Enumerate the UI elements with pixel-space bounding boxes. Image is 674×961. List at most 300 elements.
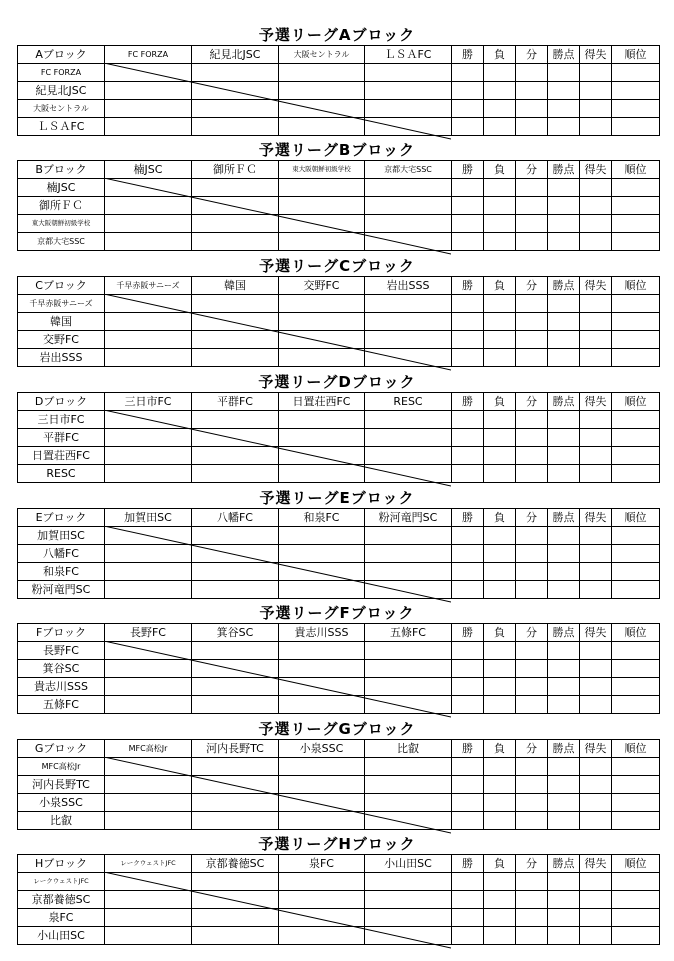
stat-cell [516, 812, 548, 830]
opponent-header: 長野FC [105, 624, 192, 642]
block-label: Bブロック [18, 161, 105, 179]
result-cell [105, 447, 192, 465]
block-e [0, 488, 674, 606]
league-table [17, 276, 660, 367]
block-label: Fブロック [18, 624, 105, 642]
opponent-header: 平群FC [192, 393, 279, 411]
team-name: 五條FC [18, 696, 105, 714]
result-cell [365, 349, 452, 367]
result-cell [105, 465, 192, 483]
stat-cell [548, 215, 580, 233]
stat-cell [452, 660, 484, 678]
stat-cell [516, 82, 548, 100]
stat-cell [548, 331, 580, 349]
stat-cell [548, 349, 580, 367]
result-cell [279, 696, 365, 714]
stat-cell [484, 527, 516, 545]
stat-cell [516, 794, 548, 812]
stat-cell [612, 295, 660, 313]
stat-cell [516, 215, 548, 233]
stat-header: 順位 [612, 740, 660, 758]
stat-cell [612, 776, 660, 794]
league-table [17, 508, 660, 599]
result-cell [192, 64, 279, 82]
stat-header: 勝 [452, 46, 484, 64]
stat-cell [484, 411, 516, 429]
stat-cell [548, 678, 580, 696]
opponent-header: 小山田SC [365, 855, 452, 873]
stat-cell [452, 313, 484, 331]
block-d [0, 372, 674, 490]
result-cell [105, 64, 192, 82]
block-label: Aブロック [18, 46, 105, 64]
stat-cell [612, 100, 660, 118]
opponent-header: 千早赤阪サニーズ [105, 277, 192, 295]
team-name: 千早赤阪サニーズ [18, 295, 105, 313]
stat-cell [484, 118, 516, 136]
stat-cell [548, 581, 580, 599]
result-cell [279, 873, 365, 891]
team-row [18, 545, 660, 563]
stat-cell [516, 581, 548, 599]
stat-header: 勝 [452, 161, 484, 179]
stat-header: 分 [516, 740, 548, 758]
team-row [18, 758, 660, 776]
league-table [17, 854, 660, 945]
stat-cell [516, 758, 548, 776]
stat-cell [484, 233, 516, 251]
stat-cell [580, 100, 612, 118]
stat-cell [612, 429, 660, 447]
stat-header: 負 [484, 393, 516, 411]
team-name: 八幡FC [18, 545, 105, 563]
stat-cell [548, 758, 580, 776]
result-cell [365, 429, 452, 447]
block-f [0, 603, 674, 721]
stat-cell [452, 295, 484, 313]
team-name: 泉FC [18, 909, 105, 927]
result-cell [279, 660, 365, 678]
result-cell [365, 581, 452, 599]
team-row [18, 411, 660, 429]
team-name: ＬＳＡFC [18, 118, 105, 136]
stat-cell [580, 776, 612, 794]
stat-cell [580, 64, 612, 82]
stat-cell [612, 660, 660, 678]
stat-header: 順位 [612, 393, 660, 411]
stat-cell [580, 313, 612, 331]
stat-cell [452, 82, 484, 100]
team-row [18, 660, 660, 678]
result-cell [192, 812, 279, 830]
stat-cell [452, 349, 484, 367]
result-cell [365, 313, 452, 331]
league-table [17, 739, 660, 830]
result-cell [365, 411, 452, 429]
stat-cell [580, 678, 612, 696]
result-cell [279, 642, 365, 660]
result-cell [192, 527, 279, 545]
result-cell [365, 118, 452, 136]
stat-cell [548, 118, 580, 136]
result-cell [105, 233, 192, 251]
header-row [18, 509, 660, 527]
stat-cell [612, 64, 660, 82]
opponent-header: 三日市FC [105, 393, 192, 411]
result-cell [365, 215, 452, 233]
league-table [17, 623, 660, 714]
stat-cell [612, 233, 660, 251]
stat-cell [516, 100, 548, 118]
block-label: Cブロック [18, 277, 105, 295]
team-row [18, 118, 660, 136]
result-cell [365, 82, 452, 100]
result-cell [365, 794, 452, 812]
result-cell [192, 581, 279, 599]
stat-header: 負 [484, 855, 516, 873]
stat-cell [580, 349, 612, 367]
result-cell [192, 118, 279, 136]
stat-cell [548, 100, 580, 118]
stat-cell [612, 215, 660, 233]
stat-header: 得失 [580, 46, 612, 64]
stat-cell [580, 527, 612, 545]
header-row [18, 46, 660, 64]
opponent-header: 紀見北JSC [192, 46, 279, 64]
result-cell [279, 118, 365, 136]
stat-cell [484, 64, 516, 82]
team-row [18, 927, 660, 945]
stat-cell [452, 891, 484, 909]
stat-cell [548, 179, 580, 197]
block-g [0, 719, 674, 837]
stat-cell [548, 82, 580, 100]
opponent-header: 京都養徳SC [192, 855, 279, 873]
stat-cell [548, 295, 580, 313]
result-cell [365, 527, 452, 545]
stat-cell [612, 873, 660, 891]
stat-header: 勝 [452, 624, 484, 642]
result-cell [192, 758, 279, 776]
stat-cell [516, 447, 548, 465]
result-cell [279, 233, 365, 251]
team-name: 東大阪朝鮮初級学校 [18, 215, 105, 233]
result-cell [192, 794, 279, 812]
stat-cell [452, 678, 484, 696]
block-c [0, 256, 674, 374]
result-cell [192, 465, 279, 483]
result-cell [365, 696, 452, 714]
stat-cell [612, 563, 660, 581]
result-cell [105, 812, 192, 830]
opponent-header: ＬＳＡFC [365, 46, 452, 64]
team-name: RESC [18, 465, 105, 483]
stat-cell [484, 447, 516, 465]
result-cell [192, 927, 279, 945]
stat-header: 得失 [580, 855, 612, 873]
stat-cell [612, 758, 660, 776]
stat-header: 分 [516, 46, 548, 64]
block-h [0, 834, 674, 952]
stat-cell [580, 581, 612, 599]
stat-cell [484, 313, 516, 331]
result-cell [105, 642, 192, 660]
team-name: 長野FC [18, 642, 105, 660]
result-cell [279, 313, 365, 331]
stat-cell [612, 118, 660, 136]
stat-cell [612, 465, 660, 483]
team-name: 小泉SSC [18, 794, 105, 812]
stat-cell [484, 465, 516, 483]
stat-cell [516, 642, 548, 660]
stat-cell [580, 331, 612, 349]
result-cell [192, 891, 279, 909]
team-row [18, 642, 660, 660]
stat-header: 勝点 [548, 624, 580, 642]
result-cell [192, 678, 279, 696]
stat-cell [548, 527, 580, 545]
stat-cell [484, 429, 516, 447]
stat-header: 負 [484, 509, 516, 527]
stat-cell [580, 909, 612, 927]
stat-cell [484, 563, 516, 581]
result-cell [105, 696, 192, 714]
team-name: 日置荘西FC [18, 447, 105, 465]
stat-cell [452, 197, 484, 215]
stat-cell [452, 794, 484, 812]
team-row [18, 429, 660, 447]
stat-cell [516, 696, 548, 714]
opponent-header: 粉河竜門SC [365, 509, 452, 527]
stat-header: 得失 [580, 161, 612, 179]
stat-cell [580, 447, 612, 465]
stat-cell [612, 696, 660, 714]
team-row [18, 82, 660, 100]
stat-cell [580, 118, 612, 136]
stat-header: 分 [516, 161, 548, 179]
stat-cell [612, 82, 660, 100]
stat-cell [452, 812, 484, 830]
result-cell [279, 215, 365, 233]
team-name: 紀見北JSC [18, 82, 105, 100]
opponent-header: 楠JSC [105, 161, 192, 179]
stat-header: 順位 [612, 46, 660, 64]
team-row [18, 776, 660, 794]
stat-cell [580, 82, 612, 100]
stat-header: 分 [516, 393, 548, 411]
stat-cell [516, 233, 548, 251]
stat-header: 負 [484, 46, 516, 64]
stat-header: 得失 [580, 277, 612, 295]
result-cell [105, 581, 192, 599]
stat-header: 勝 [452, 277, 484, 295]
result-cell [365, 678, 452, 696]
team-name: レークウェストJFC [18, 873, 105, 891]
result-cell [365, 891, 452, 909]
result-cell [279, 909, 365, 927]
result-cell [105, 313, 192, 331]
stat-cell [484, 891, 516, 909]
stat-cell [484, 295, 516, 313]
opponent-header: 箕谷SC [192, 624, 279, 642]
result-cell [279, 100, 365, 118]
stat-cell [548, 545, 580, 563]
stat-cell [580, 465, 612, 483]
stat-cell [612, 349, 660, 367]
stat-header: 順位 [612, 277, 660, 295]
stat-cell [484, 179, 516, 197]
stat-cell [612, 411, 660, 429]
result-cell [192, 909, 279, 927]
stat-header: 分 [516, 277, 548, 295]
result-cell [192, 545, 279, 563]
stat-cell [484, 812, 516, 830]
opponent-header: 五條FC [365, 624, 452, 642]
result-cell [192, 82, 279, 100]
stat-cell [516, 678, 548, 696]
stat-header: 勝 [452, 393, 484, 411]
stat-cell [612, 812, 660, 830]
result-cell [105, 794, 192, 812]
team-row [18, 794, 660, 812]
result-cell [192, 197, 279, 215]
stat-cell [484, 331, 516, 349]
block-title: 予選リーグEブロック [259, 489, 415, 507]
team-row [18, 696, 660, 714]
block-label: Gブロック [18, 740, 105, 758]
stat-cell [452, 776, 484, 794]
result-cell [365, 812, 452, 830]
stat-cell [516, 873, 548, 891]
result-cell [192, 660, 279, 678]
stat-cell [452, 758, 484, 776]
stat-cell [548, 233, 580, 251]
stat-header: 負 [484, 624, 516, 642]
opponent-header: RESC [365, 393, 452, 411]
result-cell [365, 927, 452, 945]
stat-cell [516, 411, 548, 429]
opponent-header: レークウェストJFC [105, 855, 192, 873]
stat-cell [484, 215, 516, 233]
result-cell [105, 179, 192, 197]
team-row [18, 812, 660, 830]
stat-header: 勝点 [548, 46, 580, 64]
stat-cell [548, 873, 580, 891]
stat-cell [516, 563, 548, 581]
header-row [18, 740, 660, 758]
stat-cell [580, 545, 612, 563]
result-cell [279, 465, 365, 483]
stat-cell [452, 873, 484, 891]
stat-cell [452, 563, 484, 581]
result-cell [192, 563, 279, 581]
result-cell [105, 118, 192, 136]
stat-cell [612, 179, 660, 197]
result-cell [365, 776, 452, 794]
stat-header: 順位 [612, 161, 660, 179]
result-cell [192, 873, 279, 891]
stat-cell [580, 197, 612, 215]
result-cell [365, 197, 452, 215]
result-cell [105, 873, 192, 891]
team-row [18, 581, 660, 599]
stat-header: 分 [516, 624, 548, 642]
result-cell [279, 758, 365, 776]
result-cell [105, 349, 192, 367]
stat-cell [452, 927, 484, 945]
result-cell [365, 295, 452, 313]
stat-cell [516, 295, 548, 313]
stat-cell [484, 197, 516, 215]
result-cell [192, 100, 279, 118]
stat-cell [452, 465, 484, 483]
stat-cell [484, 776, 516, 794]
stat-cell [516, 465, 548, 483]
opponent-header: 泉FC [279, 855, 365, 873]
result-cell [105, 527, 192, 545]
result-cell [365, 909, 452, 927]
result-cell [279, 447, 365, 465]
team-row [18, 527, 660, 545]
stat-cell [548, 927, 580, 945]
stat-cell [452, 429, 484, 447]
stat-cell [580, 411, 612, 429]
stat-cell [612, 642, 660, 660]
stat-cell [452, 696, 484, 714]
stat-cell [580, 429, 612, 447]
stat-header: 負 [484, 740, 516, 758]
stat-cell [452, 642, 484, 660]
league-table [17, 392, 660, 483]
block-title: 予選リーグBブロック [258, 141, 416, 159]
team-row [18, 179, 660, 197]
team-name: 小山田SC [18, 927, 105, 945]
stat-cell [548, 794, 580, 812]
team-name: 交野FC [18, 331, 105, 349]
team-row [18, 233, 660, 251]
result-cell [105, 215, 192, 233]
stat-cell [548, 909, 580, 927]
block-a [0, 25, 674, 143]
stat-header: 勝 [452, 740, 484, 758]
result-cell [105, 891, 192, 909]
stat-cell [484, 545, 516, 563]
result-cell [192, 429, 279, 447]
stat-cell [452, 545, 484, 563]
result-cell [365, 331, 452, 349]
result-cell [105, 927, 192, 945]
result-cell [192, 331, 279, 349]
stat-cell [612, 313, 660, 331]
opponent-header: 八幡FC [192, 509, 279, 527]
stat-cell [580, 758, 612, 776]
team-name: 楠JSC [18, 179, 105, 197]
team-name: 平群FC [18, 429, 105, 447]
stat-cell [516, 776, 548, 794]
block-label: Eブロック [18, 509, 105, 527]
stat-cell [484, 758, 516, 776]
stat-cell [548, 563, 580, 581]
stat-cell [516, 545, 548, 563]
team-name: 京都養徳SC [18, 891, 105, 909]
stat-header: 勝点 [548, 161, 580, 179]
stat-cell [612, 197, 660, 215]
stat-header: 勝点 [548, 740, 580, 758]
team-row [18, 197, 660, 215]
stat-cell [548, 776, 580, 794]
team-name: FC FORZA [18, 64, 105, 82]
stat-cell [612, 581, 660, 599]
